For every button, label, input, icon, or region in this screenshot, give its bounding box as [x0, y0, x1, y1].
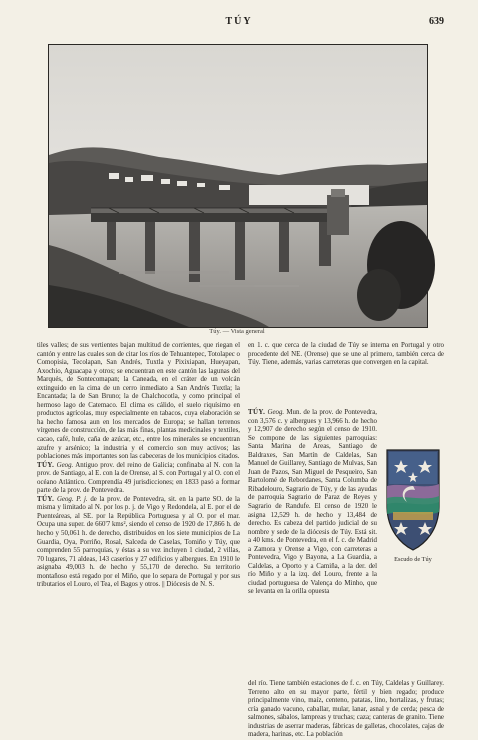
tuy-headword: TÚY.	[37, 461, 55, 469]
municipio-headword: TÚY.	[248, 409, 266, 416]
partido-headword: TÚY.	[37, 495, 55, 503]
tuy-entry	[37, 462, 240, 496]
left-paragraph-1: tiles valles; de sus vertientes bajan multitud de corrientes, que riegan el cantón y entre las cuales son de citar los ríos de Tehuantepec, Totolapec o Comopisia, Tecolapan, San Andrés, Tuxtla y Pixixiapan, Hueyapan, Axochio, Aguacapa y otros; se encuentran en este cantón las lagunas del Marqués, de Sontecomapan; la Caneada, en el cráter de un volcán extinguido en la cima de un cerro inmediato a San Andrés Tuxtla; la Encantada; la de San Bruno; la de Chalchocotla, y como principal el hermoso lago de Catemaco. El clima es cálido, el suelo riquísimo en productos agrícolas, muy especialmente en tabacos, cuya elaboración se ha hecho famosa aun en los mercados de Europa; se hallan terrenos vírgenes de construcción, de las más finas, plantas medicinales y textiles, cacao, café, hule, caña de azúcar, etc., entre los minerales se encuentran azufre y arsénico; la industria y el comercio son muy activos; las poblaciones más importantes son las cabeceras de los municipios citados.	[37, 342, 240, 461]
partido-entry-text: de la prov. de Pontevedra, sit. en la parte SO. de la misma y limitado al N. por los p. j. de Vigo y Redondela, al E. por el de Puenteáreas, al SE. por la República Portuguesa y al O. por el mar. Ocupa una super. de 660'7 kms², siendo el censo de 1920 de 17,866 h. de hecho y 50,061 h. de derecho, distribuidos en los siete municipios de La Guardia, Oya, Porriño, Rosal, Salceda de Caselas, Tomiño y Túy, que comprenden 55 parroquias, y éstas a su vez incluyen 1 ciudad, 2 villas, 70 lugares, 71 aldeas, 143 caseríos y 27 edificios y albergues. En 1910 le asignaba 49,003 h. de hecho y 55,170 de derecho. Su territorio montañoso está regado por el Miño, que lo separa de Portugal y por sus tributarios el Louro, el Tea, el Bagos y otros. || Diócesis de N. S.	[37, 495, 240, 589]
page-header	[0, 16, 478, 30]
coat-of-arms	[381, 446, 445, 572]
header-title: TÚY	[225, 16, 253, 27]
right-column-bottom	[248, 680, 444, 739]
coat-of-arms-shield-icon	[381, 446, 445, 554]
right-paragraph-top: en 1. c. que cerca de la ciudad de Túy se interna en Portugal y otro procedente del NE. (Orense) que se une al primero, también cerca de Túy. Tiene, además, varias carreteras que convergen en la capital.	[248, 342, 444, 367]
bridge-landscape-image	[49, 45, 427, 327]
landscape-photo	[48, 44, 428, 328]
page-number: 639	[429, 16, 444, 27]
right-column-top	[248, 342, 444, 408]
coat-of-arms-caption: Escudo de Túy	[394, 556, 432, 563]
tuy-entry-text: Antiguo prov. del reino de Galicia; confinaba al N. con la prov. de Santiago, al E. con la de Orense, al S. con Portugal y al O. con el océano Atlántico. Comprendía 49 jurisdicciones; en 1833 pasó a formar parte de la prov. de Pontevedra.	[37, 461, 240, 495]
figure-caption: Túy. — Vista general	[209, 328, 265, 335]
partido-geo-label: Geog. P. j.	[56, 495, 88, 503]
tuy-geo-label: Geog.	[56, 461, 74, 469]
left-column	[37, 342, 240, 727]
municipio-entry-text: Mun. de la prov. de Pontevedra, con 3,576 c. y albergues y 13,966 h. de hecho y 12,907 de derecho según el censo de 1910. Se compone de las siguientes parroquias: Santa Marina de Areas, Santiago de Baldraxes, San Martín de Caldelas, San Manuel de Guillarey, Santiago de Mulvas, San Juan de Pazos, San Miguel de Pesqueiro, San Bartolomé de Rebordanes, Santa Columba de Ribadelouro, Sagrario de Túy, y de las ayudas de parroquia Sagrario de Paraz de Reyes y Sagrario de Randufe. El censo de 1920 le asigna 12,529 h. de hecho y 13,484 de derecho. Es cabeza del partido judicial de su nombre y sede de la diócesis de Túy. Está sit. a 40 kms. de Pontevedra, en el f. c. de Madrid a Zamora y Orense a Vigo, con carreteras a Pontevedra, Vigo y Bayona, a La Guardia, a Caldelas, a Oporto y a Camiña, a la der. del río Miño y a la izq. del Louro, frente a la ciudad portuguesa de Valença do Minho, que se levanta en la orilla opuesta	[248, 409, 377, 596]
right-column-middle	[248, 409, 377, 681]
municipio-entry	[248, 409, 377, 597]
partido-entry	[37, 496, 240, 590]
right-paragraph-bottom: del río. Tiene también estaciones de f. c. en Túy, Caldelas y Guillarey. Terreno alto en su mayor parte, fértil y bien regado; produce principalmente vino, maíz, centeno, patatas, lino, hortalizas, y frutas; cría ganado vacuno, caballar, mular, lanar, asnal y de cerda; pesca de salmones, sábalos, lampreas y truchas; caza; canteras de granito. Tiene industrias de aserrar maderas, fábricas de galletas, chocolates, cajas de madera, harinas, etc. La población	[248, 680, 444, 739]
municipio-geo-label: Geog.	[267, 409, 285, 416]
